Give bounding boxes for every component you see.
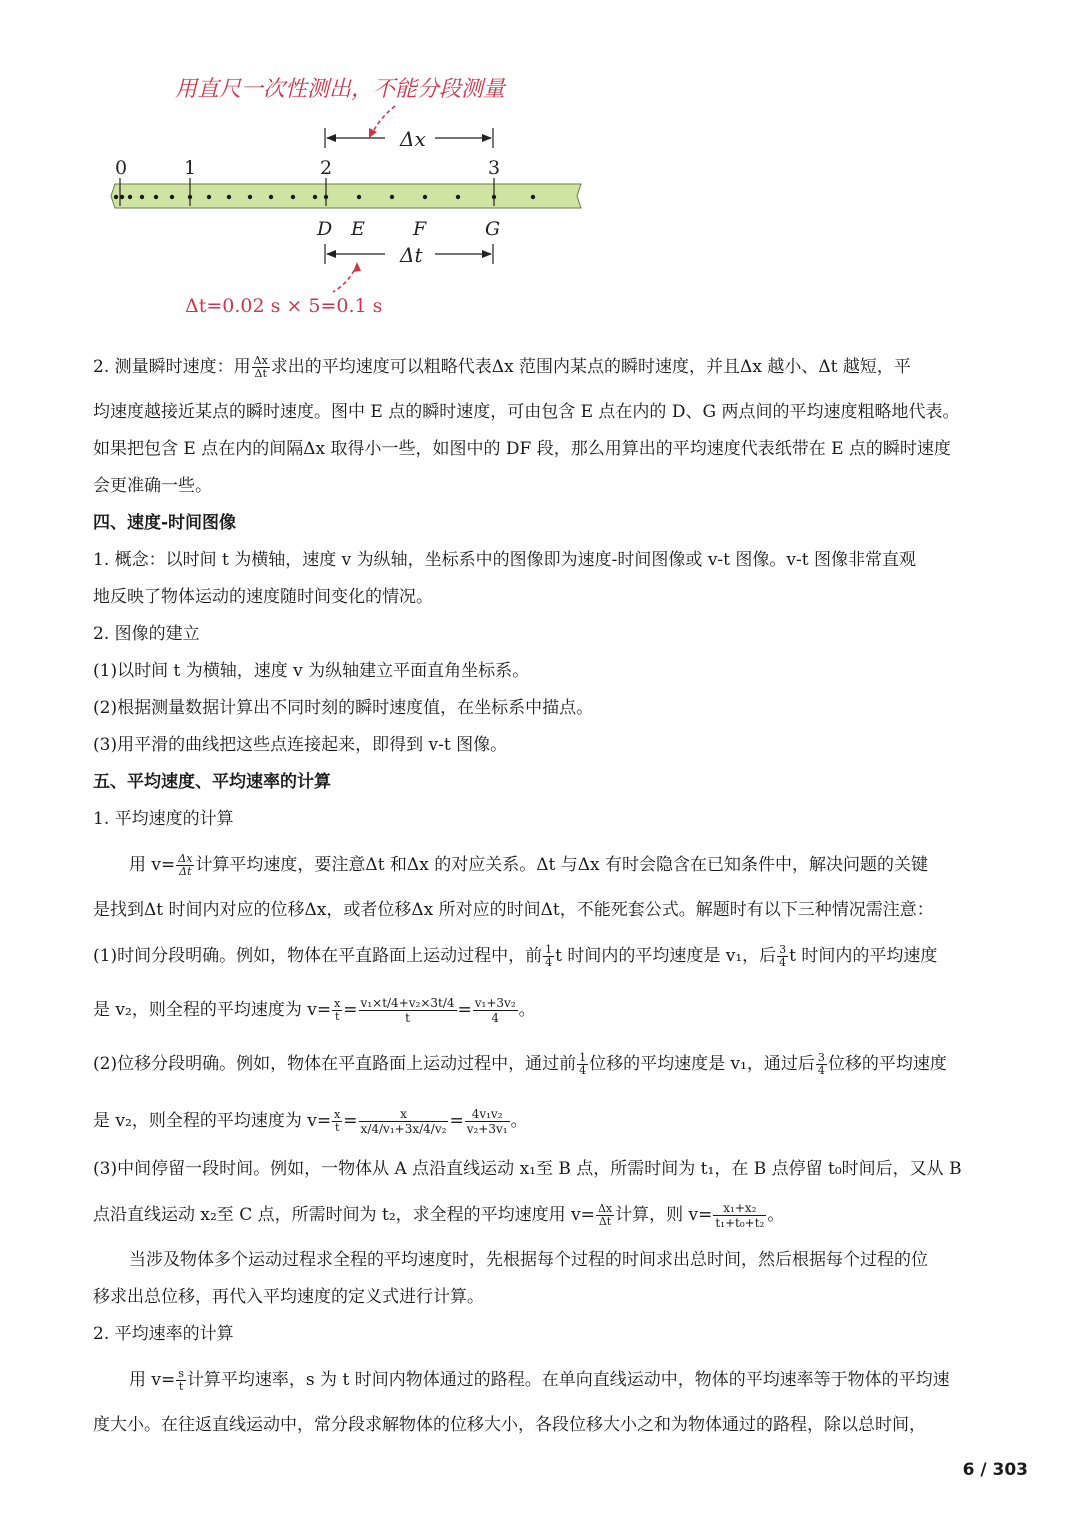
equals: = — [343, 1111, 358, 1131]
fraction-num: Δx — [253, 354, 268, 367]
fraction-num: x — [359, 1107, 449, 1122]
sec5-c1-d: 是 v₂，则全程的平均速度为 v= — [93, 1000, 332, 1020]
dx-label: Δx — [400, 127, 426, 151]
fraction-num: Δx — [178, 852, 193, 865]
sec5-c3-b: 点沿直线运动 x₂至 C 点，所需时间为 t₂，求全程的平均速度用 v= — [93, 1205, 595, 1225]
fraction-den: t — [334, 1121, 340, 1134]
fraction-num: s — [178, 1367, 184, 1380]
fraction-den: t₁+t₀+t₂ — [715, 1216, 765, 1230]
fraction-x-t — [332, 998, 342, 1023]
sec5-p2-line2: 移求出总位移，再代入平均速度的定义式进行计算。 — [93, 1287, 484, 1307]
dt-arrowhead-left — [326, 250, 336, 258]
sec5-c1-a: (1)时间分段明确。例如，物体在平直路面上运动过程中，前 — [93, 946, 543, 966]
sec5-c1-c: t 时间内的平均速度 — [789, 946, 938, 966]
sec5-case3-line2 — [93, 1188, 1033, 1242]
fraction-dx-dt — [252, 355, 270, 380]
annotation-bottom: Δt=0.02 s × 5=0.1 s — [185, 295, 383, 317]
sec3-p2-text1: 求出的平均速度可以粗略代表Δx 范围内某点的瞬时速度，并且Δx 越小、Δt 越短，平 — [270, 357, 911, 377]
fraction-num: 3 — [817, 1051, 825, 1064]
fraction-num: 1 — [579, 1051, 587, 1064]
sec3-p2-line4: 会更准确一些。 — [93, 476, 212, 496]
fraction-den: 4 — [779, 956, 787, 969]
fraction-den: 4 — [579, 1064, 587, 1077]
point-label-e: E — [351, 218, 365, 240]
sec5-p1-line1 — [93, 838, 1033, 892]
fraction-num: 4v₁v₂ — [465, 1107, 510, 1122]
dx-arrowhead-right — [482, 134, 492, 142]
sec4-line1: 1. 概念：以时间 t 为横轴，速度 v 为纵轴，坐标系中的图像即为速度-时间图像或 v-t 图像。v-t 图像非常直观 — [93, 550, 916, 570]
document-body — [93, 340, 1033, 1444]
sec5-p1-a: 用 v= — [129, 855, 176, 875]
fraction-num: 1 — [545, 943, 553, 956]
annotation-top: 用直尺一次性测出，不能分段测量 — [175, 77, 506, 102]
fraction-den: t — [405, 1011, 410, 1025]
sec5-c3-c: 计算，则 v= — [615, 1205, 713, 1225]
period: 。 — [767, 1205, 785, 1225]
annotation-arrow-top — [373, 106, 395, 132]
term-x-quarter: x/4 — [360, 1122, 379, 1136]
sec4-line6: (3)用平滑的曲线把这些点连接起来，即得到 v-t 图像。 — [93, 735, 508, 755]
sec3-p2-line3: 如果把包含 E 点在内的间隔Δx 取得小一些，如图中的 DF 段，那么用算出的平均速度代表纸带在 E 点的瞬时速度 — [93, 439, 951, 459]
fraction-num: x₁+x₂ — [713, 1201, 766, 1216]
sec5-case2-line1 — [93, 1037, 1033, 1091]
term-v1: v₁ — [383, 1122, 395, 1136]
fraction-three-quarter — [816, 1052, 827, 1077]
sec3-p2-line2: 均速度越接近某点的瞬时速度。图中 E 点的瞬时速度，可由包含 E 点在内的 D、G 两点间的平均速度粗略地代表。 — [93, 402, 960, 422]
tick-label-1: 1 — [184, 157, 197, 179]
fraction-num: x — [334, 1108, 341, 1121]
fraction-den: Δt — [254, 367, 267, 380]
fraction-den: v₂+3v₁ — [466, 1122, 508, 1136]
sec5-case1-line1 — [93, 929, 1033, 983]
sec5-p3-line1 — [93, 1353, 1033, 1407]
sec5-case1-line2 — [93, 983, 1033, 1037]
period: 。 — [510, 1111, 528, 1131]
sec5-sub1: 1. 平均速度的计算 — [93, 809, 234, 829]
dt-arrowhead-right — [482, 250, 492, 258]
fraction-c1-expanded — [359, 996, 457, 1025]
equals: = — [457, 1000, 472, 1020]
fraction-den: 4 — [545, 956, 553, 969]
fraction-den: Δt — [179, 865, 192, 878]
sec5-c1-b: t 时间内的平均速度是 v₁，后 — [555, 946, 777, 966]
sec5-sub2: 2. 平均速率的计算 — [93, 1324, 234, 1344]
sec5-p3-line2: 度大小。在往返直线运动中，常分段求解物体的位移大小，各段位移大小之和为物体通过的路程，除以总时间， — [93, 1415, 926, 1435]
equals: = — [343, 1000, 358, 1020]
fraction-three-quarter — [777, 944, 788, 969]
point-label-f: F — [413, 218, 427, 240]
sec4-line3: 2. 图像的建立 — [93, 624, 200, 644]
fraction-num: v₁+3v₂ — [474, 996, 516, 1010]
equals: = — [449, 1111, 464, 1131]
fraction-x-t — [332, 1109, 342, 1134]
fraction-den: 4 — [817, 1064, 825, 1077]
fraction-den: t — [178, 1380, 184, 1393]
fraction-den: t — [334, 1010, 340, 1023]
term-v2: v₂ — [434, 1122, 447, 1136]
fraction-s-t — [176, 1368, 186, 1393]
sec4-heading: 四、速度-时间图像 — [93, 513, 237, 533]
page-number: 6 / 303 — [962, 1460, 1028, 1480]
fraction-num: 3 — [779, 943, 787, 956]
fraction-v-def — [176, 853, 194, 878]
sec5-p1-b: 计算平均速度，要注意Δt 和Δx 的对应关系。Δt 与Δx 有时会隐含在已知条件中，解决问题的关键 — [195, 855, 928, 875]
sec5-c2-b: 位移的平均速度是 v₁，通过后 — [589, 1054, 815, 1074]
sec4-line4: (1)以时间 t 为横轴，速度 v 为纵轴建立平面直角坐标系。 — [93, 661, 530, 681]
fraction-den: x/4/v₁+3x/4/v₂ — [360, 1122, 447, 1136]
dt-label: Δt — [400, 243, 423, 267]
dx-arrowhead-left — [326, 134, 336, 142]
sec5-p1-line2: 是找到Δt 时间内对应的位移Δx，或者位移Δx 所对应的时间Δt，不能死套公式。解题时有以下三种情况需注意： — [93, 900, 934, 920]
paper-tape-figure — [95, 60, 615, 330]
term-3x-quarter: 3x/4 — [404, 1122, 431, 1136]
sec3-p2-lead: 2. 测量瞬时速度：用 — [93, 357, 251, 377]
fraction-one-quarter — [577, 1052, 588, 1077]
fraction-den: 4 — [491, 1011, 500, 1025]
sec4-line2: 地反映了物体运动的速度随时间变化的情况。 — [93, 587, 433, 607]
point-label-d: D — [317, 218, 333, 240]
fraction-num: Δx — [597, 1202, 613, 1215]
sec5-c2-c: 位移的平均速度 — [827, 1054, 947, 1074]
sec5-case3-line1: (3)中间停留一段时间。例如，一物体从 A 点沿直线运动 x₁至 B 点，所需时间为 t₁，在 B 点停留 t₀时间后，又从 B — [93, 1159, 962, 1179]
sec5-heading: 五、平均速度、平均速率的计算 — [93, 772, 331, 792]
point-label-g: G — [485, 218, 501, 240]
fraction-c1-result — [473, 996, 518, 1025]
annotation-arrow-top-head — [369, 128, 377, 138]
sec5-p2-line1: 当涉及物体多个运动过程求全程的平均速度时，先根据每个过程的时间求出总时间，然后根据每个过程的位 — [129, 1250, 928, 1270]
fraction-num: v₁×t/4+v₂×3t/4 — [360, 996, 455, 1010]
sec5-p3-b: 计算平均速率，s 为 t 时间内物体通过的路程。在单向直线运动中，物体的平均速率等于物体的平均速 — [186, 1370, 950, 1390]
sec5-p3-a: 用 v= — [129, 1370, 176, 1390]
sec3-p2-line1 — [93, 340, 1033, 394]
annotation-arrow-bottom-head — [353, 262, 361, 272]
fraction-den: Δt — [598, 1215, 612, 1228]
fraction-c3-result — [713, 1201, 766, 1230]
sec4-line5: (2)根据测量数据计算出不同时刻的瞬时速度值，在坐标系中描点。 — [93, 698, 594, 718]
fraction-one-quarter — [543, 944, 554, 969]
period: 。 — [518, 1000, 536, 1020]
sec5-case2-line2 — [93, 1091, 1033, 1151]
fraction-num: x — [334, 997, 341, 1010]
fraction-c2-result — [465, 1107, 510, 1136]
tick-label-0: 0 — [115, 157, 128, 179]
tick-label-2: 2 — [320, 157, 333, 179]
sec5-c2-a: (2)位移分段明确。例如，物体在平直路面上运动过程中，通过前 — [93, 1054, 577, 1074]
sec5-c2-d: 是 v₂，则全程的平均速度为 v= — [93, 1111, 332, 1131]
paper-tape — [111, 184, 581, 208]
tick-label-3: 3 — [488, 157, 501, 179]
plus: + — [394, 1122, 405, 1136]
fraction-c2-expanded — [359, 1107, 449, 1136]
fraction-dx-dt — [596, 1203, 614, 1228]
annotation-arrow-bottom — [333, 264, 357, 292]
